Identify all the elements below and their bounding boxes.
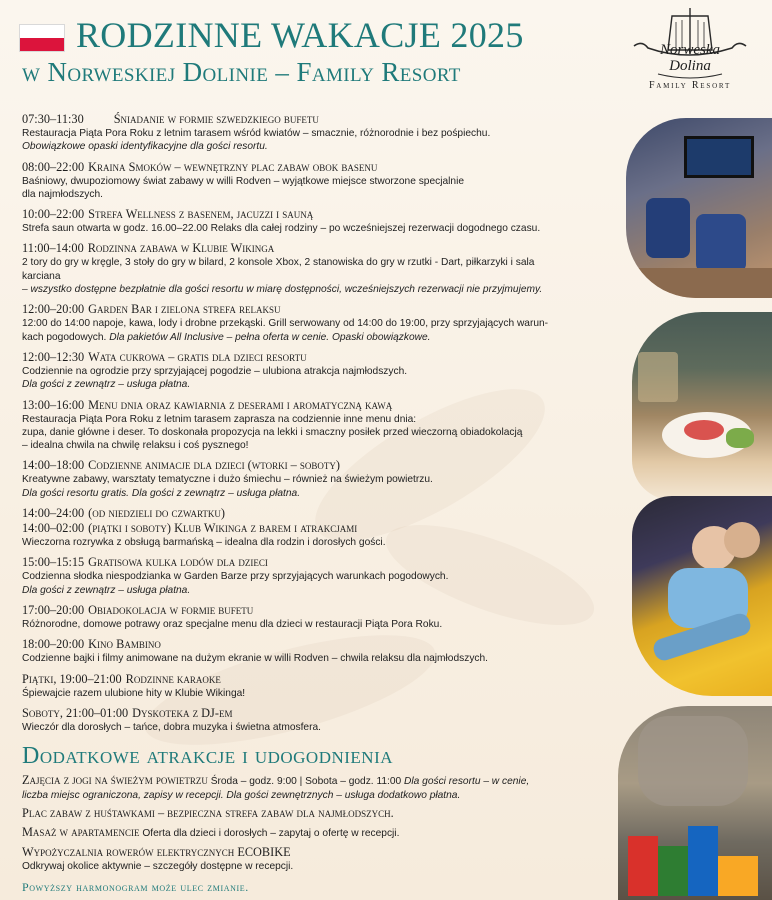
extra-note: Dla gości resortu – w cenie, <box>401 776 530 787</box>
description-text: Dla gości resortu gratis. Dla gości z zewnątrz – usługa płatna. <box>22 487 301 499</box>
schedule-time: 13:00–16:00 <box>22 397 85 412</box>
schedule-title: Kino Bambino <box>88 637 161 652</box>
schedule-time: Piątki, 19:00–21:00 <box>22 671 122 686</box>
schedule-title: Rodzinna zabawa w Klubie Wikinga <box>87 241 275 256</box>
extras-list <box>22 773 622 878</box>
schedule-description <box>22 270 622 283</box>
schedule-title: Śniadanie w formie szwedzkiego bufetu <box>113 112 319 126</box>
schedule-time: 15:00–15:15 <box>22 555 85 570</box>
schedule-time: 14:00–24:00 <box>22 506 85 521</box>
schedule-item-heading <box>22 506 622 521</box>
schedule-item <box>22 112 622 154</box>
schedule-item-heading <box>22 637 622 652</box>
schedule-time: 18:00–20:00 <box>22 637 85 652</box>
schedule-time: Soboty, 21:00–01:00 <box>22 705 129 720</box>
schedule-item-heading <box>22 706 622 721</box>
schedule-time: 07:30–11:30 <box>22 112 84 126</box>
description-text: Śpiewajcie razem ulubione hity w Klubie Wikinga! <box>22 687 246 699</box>
description-text: Codzienna słodka niespodzianka w Garden Barze przy sprzyjających warunkach pogodowych. <box>22 571 449 583</box>
extra-title: Wypożyczalnia rowerów elektrycznych ECOBIKE <box>22 845 291 860</box>
schedule-item <box>22 555 622 597</box>
schedule-time: 17:00–20:00 <box>22 602 85 617</box>
schedule-description <box>22 721 622 734</box>
schedule-item-heading <box>22 302 622 317</box>
header <box>0 0 772 100</box>
extra-description: liczba miejsc ograniczona, zapisy w recepcji. Dla gości zewnętrznych – usługa dodatkowo płatna. <box>22 790 461 801</box>
page-title: RODZINNE WAKACJE 2025 <box>76 15 524 55</box>
description-text: Codziennie na ogrodzie przy sprzyjającej pogodzie – ulubiona atrakcja najmłodszych. <box>22 365 408 377</box>
page-subtitle: w Norweskiej Dolinie – Family Resort <box>22 57 461 87</box>
extra-detail: Oferta dla dzieci i dorosłych – zapytaj o ofertę w recepcji. <box>139 828 400 840</box>
schedule-title: Strefa Wellness z basenem, jacuzzi i sauną <box>88 207 314 222</box>
schedule-description <box>22 584 622 597</box>
schedule-title: Kraina Smoków – wewnętrzny plac zabaw obok basenu <box>88 159 378 174</box>
schedule-item <box>22 672 622 700</box>
extra-item-heading <box>22 773 622 789</box>
schedule-title: (od niedzieli do czwartku) <box>88 506 226 521</box>
schedule-item-heading <box>22 555 622 570</box>
schedule-title: Garden Bar i zielona strefa relaksu <box>88 302 281 317</box>
description-text: Dla gości z zewnątrz – usługa płatna. <box>22 584 191 596</box>
extra-item-heading <box>22 825 622 841</box>
description-text: 2 tory do gry w kręgle, 3 stoły do gry w bilard, 2 konsole Xbox, 2 stanowiska do gry w rzutki - Dart, piłkarzyki i sala <box>22 257 535 269</box>
schedule-item-heading <box>22 350 622 365</box>
schedule-item-heading <box>22 160 622 175</box>
schedule-title: Wata cukrowa – gratis dla dzieci resortu <box>88 349 307 364</box>
extra-description: Odkrywaj okolice aktywnie – szczegóły dostępne w recepcji. <box>22 861 294 873</box>
description-text: Wieczór dla dorosłych – tańce, dobra muzyka i świetna atmosfera. <box>22 721 321 733</box>
schedule-description <box>22 618 622 631</box>
schedule-description <box>22 652 622 665</box>
indoor-playground-photo <box>618 706 772 900</box>
schedule-item <box>22 637 622 665</box>
schedule-description <box>22 536 622 549</box>
schedule-description <box>22 140 622 153</box>
schedule-description <box>22 127 622 140</box>
schedule-title: Rodzinne karaoke <box>125 671 221 686</box>
schedule-item <box>22 241 622 296</box>
schedule-item-heading <box>22 112 622 127</box>
extra-item-heading <box>22 806 622 821</box>
schedule-item-heading <box>22 458 622 473</box>
schedule-description <box>22 365 622 378</box>
schedule-item-heading <box>22 241 622 256</box>
schedule-time: 14:00–18:00 <box>22 458 85 473</box>
description-text: Baśniowy, dwupoziomowy świat zabawy w willi Rodven – wyjątkowe miejsce stworzone specjalnie <box>22 175 465 187</box>
schedule-time: 10:00–22:00 <box>22 207 85 222</box>
extra-item <box>22 773 622 802</box>
description-text: – idealna chwila na chwilę relaksu i coś pysznego! <box>22 440 249 452</box>
schedule-description <box>22 487 622 500</box>
description-text: Strefa saun otwarta w godz. 16.00–22.00 Relaks dla całej rodziny – po wcześniejszej rezerwacji dogodnego czasu. <box>22 223 541 235</box>
schedule-description <box>22 473 622 486</box>
schedule-time: 14:00–02:00 <box>22 521 85 536</box>
footer-note: Powyższy harmonogram może ulec zmianie. <box>22 880 249 894</box>
description-text: Różnorodne, domowe potrawy oraz specjalne menu dla dzieci w restauracji Piąta Pora Roku. <box>22 618 443 630</box>
schedule-item <box>22 398 622 453</box>
schedule-time: 12:00–12:30 <box>22 349 85 364</box>
extra-item <box>22 845 622 873</box>
schedule-item-heading <box>22 398 622 413</box>
schedule-description <box>22 413 622 426</box>
schedule-item-heading <box>22 672 622 687</box>
schedule-title: Menu dnia oraz kawiarnia z deserami i aromatyczną kawą <box>88 397 393 412</box>
description-text: – wszystko dostępne bezpłatnie dla gości resortu w miarę dostępności, wcześniejszych rezerwacji nie przyjmujemy. <box>22 284 543 296</box>
schedule-title: Codzienne animacje dla dzieci (wtorki – soboty) <box>88 458 340 473</box>
extra-item <box>22 806 622 821</box>
schedule-description <box>22 570 622 583</box>
extra-item <box>22 825 622 841</box>
extra-title: Zajęcia z jogi na świeżym powietrzu <box>22 773 208 787</box>
schedule-item <box>22 603 622 631</box>
schedule-item-heading <box>22 603 622 618</box>
description-text: Obowiązkowe opaski identyfikacyjne dla gości resortu. <box>22 141 268 153</box>
schedule-description <box>22 188 622 201</box>
buffet-photo <box>632 312 772 500</box>
description-note: Dla pakietów All Inclusive – pełna oferta w cenie. Opaski obowiązkowe. <box>106 331 431 343</box>
description-text: 12:00 do 14:00 napoje, kawa, lody i drobne przekąski. Grill serwowany od 14:00 do 19:00, przy sprzyjających warun- <box>22 318 549 330</box>
schedule-description <box>22 283 622 296</box>
schedule-item <box>22 350 622 392</box>
lounge-photo <box>626 118 772 298</box>
extra-title: Plac zabaw z huśtawkami – bezpieczna strefa zabaw dla najmłodszych. <box>22 806 394 821</box>
schedule-description <box>22 222 622 235</box>
description-text: kach pogodowych. <box>22 331 107 343</box>
poland-flag-icon <box>19 24 65 52</box>
extra-title: Masaż w apartamencie <box>22 825 140 840</box>
schedule-description <box>22 439 622 452</box>
schedule-title: Obiadokolacja w formie bufetu <box>88 602 254 617</box>
description-text: Dla gości z zewnątrz – usługa płatna. <box>22 379 191 391</box>
schedule-title: Dyskoteka z DJ-em <box>132 705 233 720</box>
logo-subtitle: Family Resort <box>648 80 732 91</box>
extras-title: Dodatkowe atrakcje i udogodnienia <box>22 743 394 769</box>
description-text: dla najmłodszych. <box>22 188 103 200</box>
schedule-item <box>22 160 622 202</box>
kids-slide-photo <box>632 496 772 696</box>
schedule-title: Gratisowa kulka lodów dla dzieci <box>88 555 268 570</box>
schedule-description <box>22 256 622 269</box>
schedule-description <box>22 317 622 330</box>
schedule-description <box>22 175 622 188</box>
description-text: karciana <box>22 270 61 282</box>
description-text: zupa, danie główne i deser. To doskonała propozycja na lekki i smaczny posiłek przed wieczorną obiadokolacją <box>22 426 523 438</box>
schedule-description <box>22 426 622 439</box>
schedule-description <box>22 331 622 344</box>
schedule-title: (piątki i soboty) Klub Wikinga z barem i atrakcjami <box>88 521 358 536</box>
extra-item-heading <box>22 845 622 860</box>
extra-detail: Środa – godz. 9:00 | Sobota – godz. 11:00 <box>207 776 402 787</box>
schedule-description <box>22 687 622 700</box>
schedule-list <box>22 112 622 740</box>
schedule-item <box>22 506 622 549</box>
schedule-item <box>22 458 622 500</box>
description-text: Restauracja Piąta Pora Roku z letnim tarasem wśród kwiatów – smacznie, różnorodnie i bez pośpiechu. <box>22 128 491 139</box>
schedule-item <box>22 207 622 235</box>
schedule-time: 08:00–22:00 <box>22 159 85 174</box>
schedule-time: 12:00–20:00 <box>22 302 85 317</box>
schedule-item-heading <box>22 207 622 222</box>
schedule-description <box>22 378 622 391</box>
description-text: Kreatywne zabawy, warsztaty tematyczne i dużo śmiechu – również na świeżym powietrzu. <box>22 474 433 486</box>
schedule-item <box>22 302 622 344</box>
description-text: Wieczorna rozrywka z obsługą barmańską – idealna dla rodzin i dorosłych gości. <box>22 537 386 549</box>
schedule-item-heading-2 <box>22 521 622 536</box>
description-text: Restauracja Piąta Pora Roku z letnim tarasem zaprasza na codziennie inne menu dnia: <box>22 413 417 425</box>
schedule-item <box>22 706 622 734</box>
schedule-time: 11:00–14:00 <box>22 241 84 256</box>
svg-text:Dolina: Dolina <box>669 58 711 74</box>
svg-text:Norweska: Norweska <box>660 42 720 58</box>
description-text: Codzienne bajki i filmy animowane na dużym ekranie w willi Rodven – chwila relaksu dla najmłodszych. <box>22 653 489 665</box>
